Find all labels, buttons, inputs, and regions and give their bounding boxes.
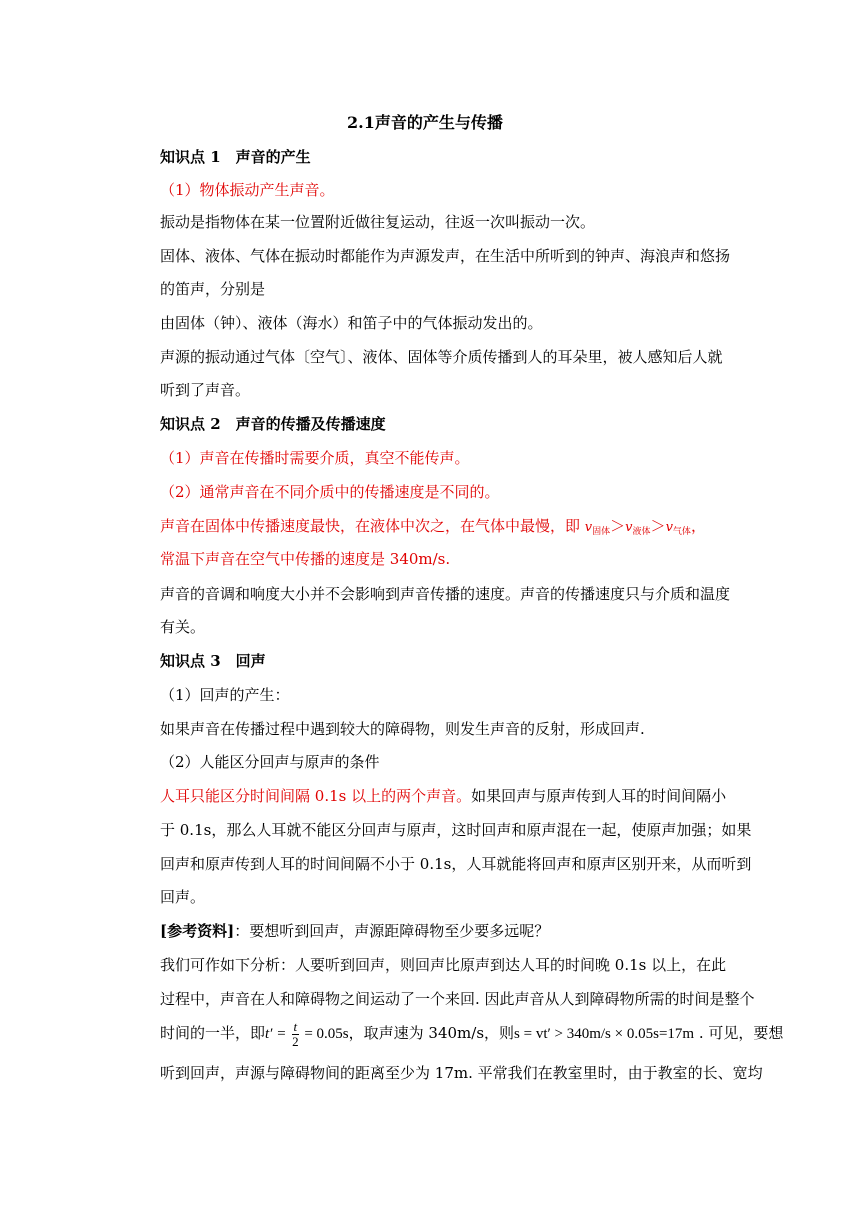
s3-key-fact: 人耳只能区分时间间隔 0.1s 以上的两个声音。 [160,787,472,805]
s1-paragraph-5-line-1: 声源的振动通过气体〔空气〕、液体、固体等介质传播到人的耳朵里，被人感知后人就 [160,348,723,366]
s1-paragraph-5-line-2: 听到了声音。 [160,381,251,399]
equation-2: s = vt′ > 340m/s × 0.05s=17m [514,1026,695,1042]
fraction-denominator: 2 [292,1033,299,1049]
reference-question-text: ：要想听到回声，声源距障碍物至少要多远呢？ [234,922,550,940]
reference-answer-line-2: 过程中，声音在人和障碍物之间运动了一个来回. 因此声音从人到障碍物所需的时间是整个 [160,990,755,1008]
reference-answer-line-3a: 时间的一半，即 [160,1024,266,1042]
s3-paragraph-2: 如果声音在传播过程中遇到较大的障碍物，则发生声音的反射，形成回声. [160,720,645,738]
page-title: 2.1声音的产生与传播 [347,113,503,132]
s2-speed-text: 声音在固体中传播速度最快，在液体中次之，在气体中最慢，即 [160,517,585,535]
s2-speed-comparison [160,516,706,542]
equation-1-lhs: t′ = [265,1026,291,1042]
greater-than-2: ＞ [650,517,666,535]
reference-answer-line-3b: ，取声速为 340m/s，则 [348,1024,515,1042]
s1-paragraph-2: 振动是指物体在某一位置附近做往复运动，往返一次叫振动一次。 [160,213,596,231]
v-gas-symbol: v [665,520,673,535]
s2-paragraph-5-line-2: 有关。 [160,618,206,636]
reference-question [160,921,549,941]
v-gas-subscript: 气体 [672,527,691,537]
section-2-heading: 知识点 2 声音的传播及传播速度 [160,415,386,433]
s3-paragraph-4-line-4: 回声。 [160,888,206,906]
comma: ， [690,517,706,535]
reference-label: [参考资料] [160,922,235,940]
s1-paragraph-4: 由固体（钟）、液体（海水）和笛子中的气体振动发出的。 [160,314,543,332]
v-solid-subscript: 固体 [592,527,611,537]
reference-answer-line-4: 听到回声，声源与障碍物间的距离至少为 17m. 平常我们在教室里时，由于教室的长、宽均 [160,1064,763,1082]
s2-point-2: （2）通常声音在不同介质中的传播速度是不同的。 [160,483,500,501]
v-liquid-symbol: v [625,520,633,535]
s1-paragraph-3-line-2: 的笛声，分别是 [160,280,266,298]
s3-point-2: （2）人能区分回声与原声的条件 [160,753,380,771]
reference-answer-line-1: 我们可作如下分析：人要听到回声，则回声比原声到达人耳的时间晚 0.1s 以上，在此 [160,956,727,974]
s3-paragraph-4-line-3: 回声和原声传到人耳的时间间隔不小于 0.1s，人耳就能将回声和原声区别开来，从而听到 [160,855,752,873]
equation-1-rhs: = 0.05s [300,1026,349,1042]
fraction-numerator: t [293,1018,298,1034]
v-liquid-subscript: 液体 [632,527,651,537]
s3-paragraph-4-line-2: 于 0.1s，那么人耳就不能区分回声与原声，这时回声和原声混在一起，使原声加强；如果 [160,821,752,839]
s2-paragraph-5-line-1: 声音的音调和响度大小并不会影响到声音传播的速度。声音的传播速度只与介质和温度 [160,585,731,603]
equation-1-fraction [292,1020,299,1049]
reference-answer-line-3 [160,1016,783,1051]
greater-than-1: ＞ [610,517,626,535]
section-3-heading: 知识点 3 回声 [160,652,266,670]
section-1-heading: 知识点 1 声音的产生 [160,148,311,166]
s1-paragraph-3-line-1: 固体、液体、气体在振动时都能作为声源发声，在生活中所听到的钟声、海浪声和悠扬 [160,247,731,265]
s3-point-1: （1）回声的产生： [160,686,290,704]
v-solid-symbol: v [584,520,593,535]
s2-point-1: （1）声音在传播时需要介质，真空不能传声。 [160,449,470,467]
reference-answer-line-3c: . 可见，要想 [694,1024,784,1042]
s3-paragraph-4-rest: 如果回声与原声传到人耳的时间间隔小 [471,787,727,805]
s2-air-speed: 常温下声音在空气中传播的速度是 340m/s. [160,550,451,568]
s1-point-1: （1）物体振动产生声音。 [160,181,335,199]
s3-paragraph-4-line-1 [160,786,726,806]
